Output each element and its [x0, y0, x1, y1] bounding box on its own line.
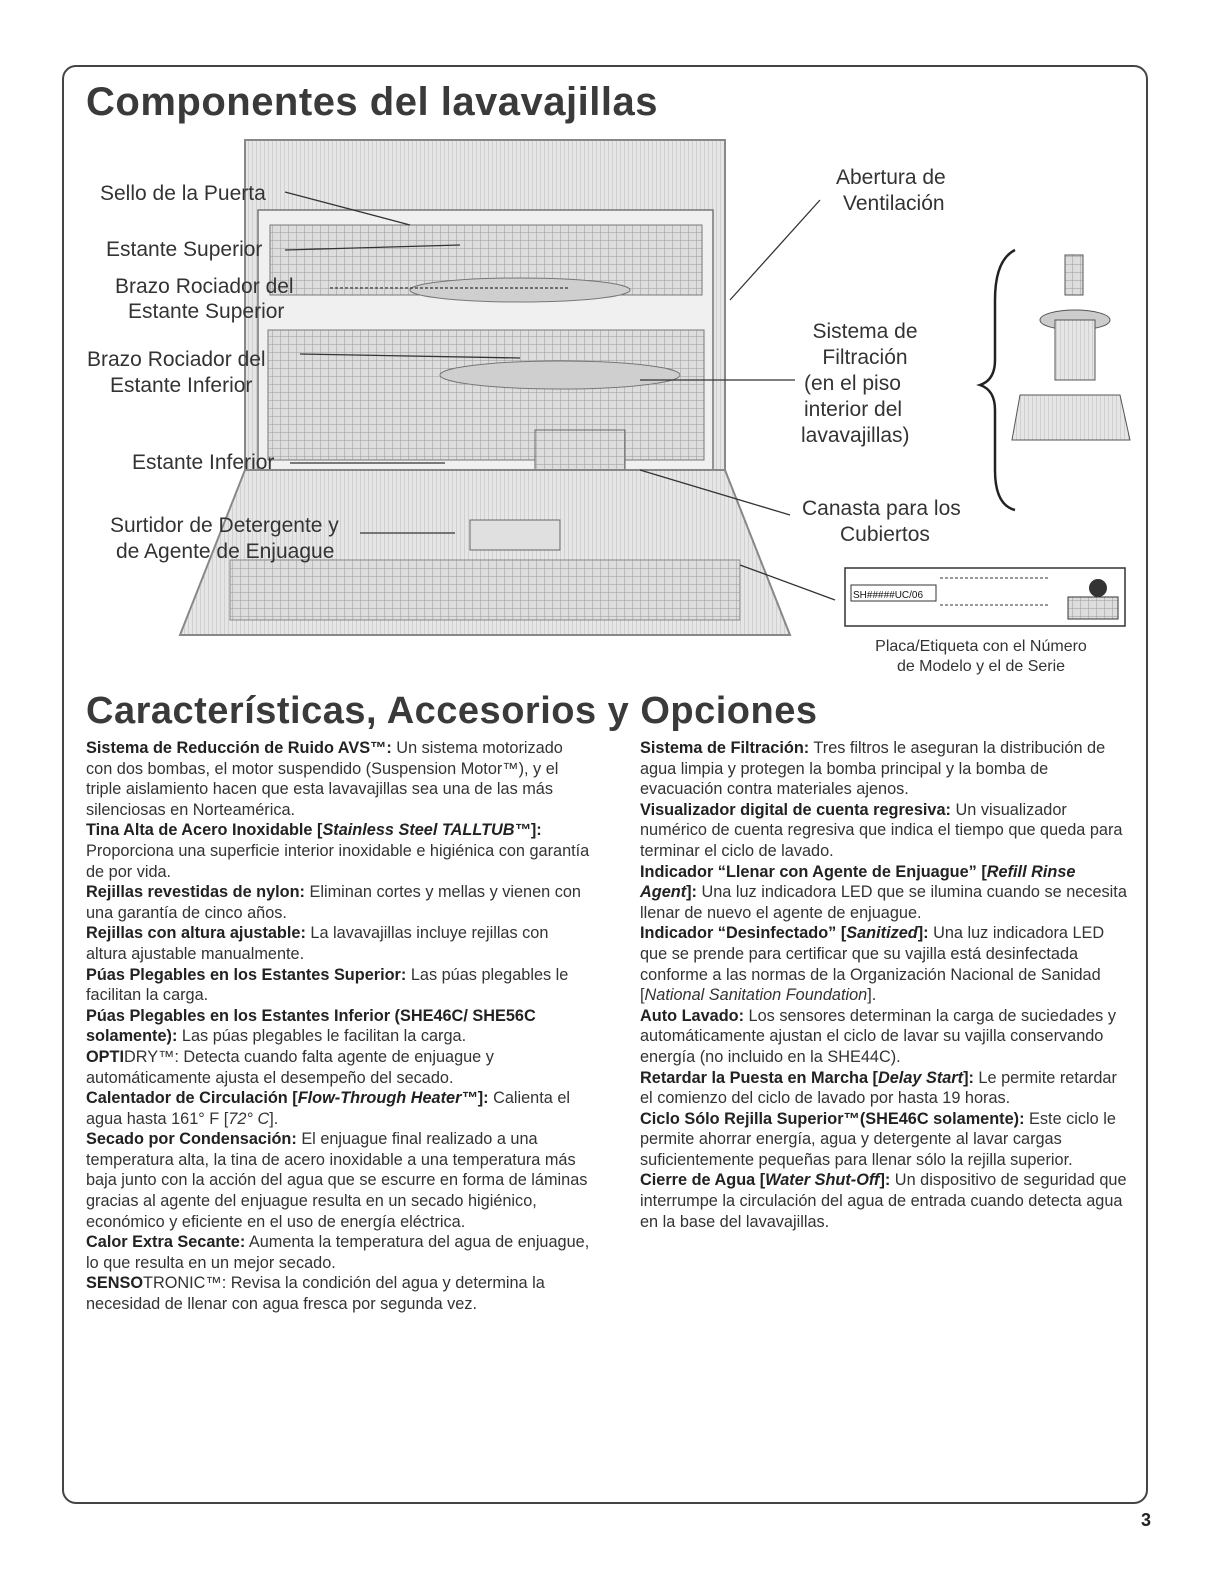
label-filter-2: Filtración: [822, 346, 908, 369]
label-lower-arm-2: Estante Inferior: [110, 374, 253, 397]
feature-countdown: Visualizador digital de cuenta regresiva: Un visualizador numérico de cuenta regresiva que indica el tiempo que queda para terminar el ciclo de lavado.: [640, 800, 1123, 860]
filter-parts-illustration: [1012, 255, 1130, 440]
label-upper-arm-1: Brazo Rociador del: [115, 275, 294, 298]
label-dispenser-2: de Agente de Enjuague: [116, 540, 335, 563]
label-lower-rack: Estante Inferior: [132, 451, 275, 474]
label-door-seal: Sello de la Puerta: [100, 182, 266, 205]
label-filter-5: lavavajillas): [801, 424, 910, 447]
feature-upper-tines: Púas Plegables en los Estantes Superior: Las púas plegables le facilitan la carga.: [86, 965, 569, 1005]
feature-optidry: OPTIDRY™: Detecta cuando falta agente de enjuague y automáticamente ajusta el desempeño del secado.: [86, 1047, 494, 1087]
label-filter-4: interior del: [804, 398, 903, 421]
section-title-components: Componentes del lavavajillas: [86, 80, 658, 124]
label-filter-3: (en el piso: [804, 372, 901, 395]
label-upper-arm-2: Estante Superior: [128, 300, 285, 323]
features-left-column: [86, 738, 591, 1315]
feature-adjustable-racks: Rejillas con altura ajustable: La lavavajillas incluye rejillas con altura ajustable manualmente.: [86, 924, 549, 963]
label-lower-arm-1: Brazo Rociador del: [87, 348, 266, 371]
feature-water-shutoff: Cierre de Agua [Water Shut-Off]: Un dispositivo de seguridad que interrumpe la circulación del agua de entrada cuando detecta agua en la base del lavavajillas.: [640, 1171, 1127, 1231]
feature-auto-wash: Auto Lavado: Los sensores determinan la carga de suciedades y automáticamente ajustan el ciclo de lavar su vajilla conservando energía (no incluido en la SHE44C).: [640, 1006, 1116, 1066]
feature-lower-tines: Púas Plegables en los Estantes Inferior (SHE46C/ SHE56C solamente): Las púas plegables le facilitan la carga.: [86, 1006, 536, 1046]
feature-talltub: Tina Alta de Acero Inoxidable [Stainless Steel TALLTUB™]: Proporciona una superficie interior inoxidable e higiénica con garantía de por vida.: [86, 821, 590, 881]
feature-filtration: Sistema de Filtración: Tres filtros le aseguran la distribución de agua limpia y protegen la bomba principal y la bomba de evacuación contra materiales ajenos.: [640, 739, 1106, 799]
feature-delay-start: Retardar la Puesta en Marcha [Delay Start]: Le permite retardar el comienzo del ciclo de lavado por hasta 19 horas.: [640, 1068, 1117, 1108]
label-upper-rack: Estante Superior: [106, 238, 263, 261]
plate-caption-line-1: Placa/Etiqueta con el Número: [875, 638, 1087, 655]
label-vent-1: Abertura de: [836, 166, 946, 189]
plate-caption-line-2: de Modelo y el de Serie: [896, 658, 1066, 675]
feature-condensation-drying: Secado por Condensación: El enjuague final realizado a una temperatura alta, la tina de acero inoxidable a una temperatura más baja junto con la acción del agua que se escurre en forma de láminas gracias al agente del enjuague resulta en un secado higiénico, económico y eficiente en el uso de energía eléctrica.: [86, 1130, 588, 1231]
feature-sensotronic: SENSOTRONIC™: Revisa la condición del agua y determina la necesidad de llenar con agua fresca por segunda vez.: [86, 1274, 545, 1314]
label-dispenser-1: Surtidor de Detergente y: [110, 514, 339, 537]
plate-caption: [842, 637, 1120, 677]
plate-model-text: SH#####UC/06: [853, 590, 924, 601]
label-filter-1: Sistema de: [812, 320, 918, 343]
label-vent-2: Ventilación: [843, 192, 945, 215]
feature-sanitized-indicator: Indicador “Desinfectado” [Sanitized]: Una luz indicadora LED que se prende para certificar que su vajilla está desinfectada conforme a las normas de la Organización Nacional de Sanidad [National Sanitation Foundation].: [640, 924, 1105, 1005]
feature-heater: Calentador de Circulación [Flow-Through Heater™]: Calienta el agua hasta 161° F [72° C].: [86, 1089, 571, 1128]
label-basket-2: Cubiertos: [840, 523, 930, 546]
feature-nylon-racks: Rejillas revestidas de nylon: Eliminan cortes y mellas y vienen con una garantía de cinco años.: [86, 883, 581, 922]
feature-rinse-indicator: Indicador “Llenar con Agente de Enjuague” [Refill Rinse Agent]: Una luz indicadora LED que se ilumina cuando se necesita llenar de nuevo el agente de enjuague.: [640, 862, 1127, 922]
section-title-features: Características, Accesorios y Opciones: [86, 690, 818, 732]
feature-extra-heat: Calor Extra Secante: Aumenta la temperatura del agua de enjuague, lo que resulta en un mejor secado.: [86, 1233, 590, 1272]
label-basket-1: Canasta para los: [802, 497, 961, 520]
features-right-column: [640, 738, 1128, 1232]
feature-avs: Sistema de Reducción de Ruido AVS™: Un sistema motorizado con dos bombas, el motor suspendido (Suspension Motor™), y el triple aislamiento hacen que esta lavavajillas sea una de las más silenciosas en Norteamérica.: [86, 739, 563, 819]
feature-upper-rack-only: Ciclo Sólo Rejilla Superior™(SHE46C solamente): Este ciclo le permite ahorrar energía, agua y detergente al lavar cargas suficientemente pequeñas para llenar sólo la rejilla superior.: [640, 1109, 1116, 1169]
page-number: 3: [1140, 1510, 1151, 1530]
